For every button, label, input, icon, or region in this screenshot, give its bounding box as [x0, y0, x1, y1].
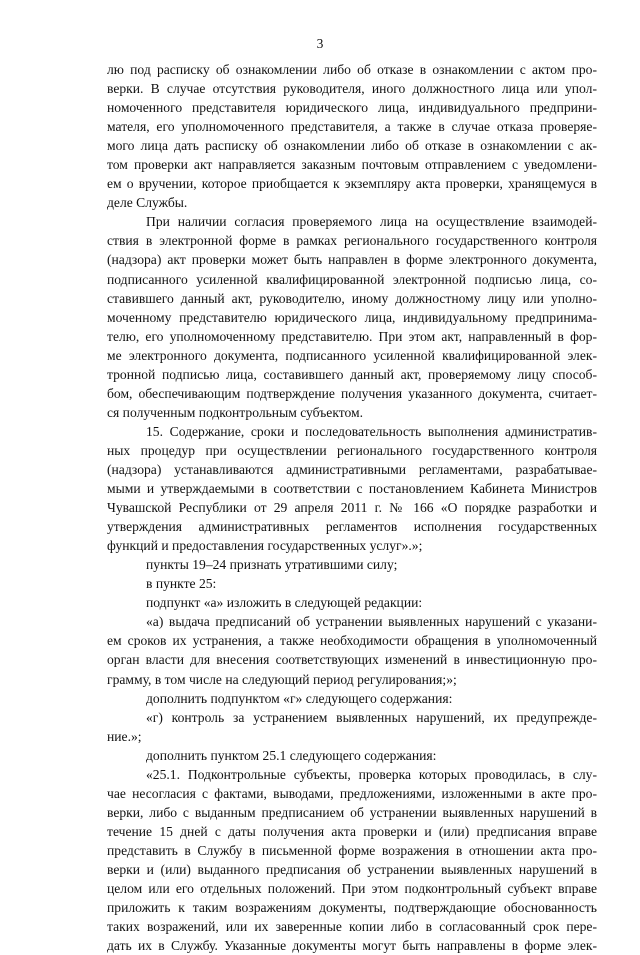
text-line: верки и (или) выданного предписания об устранении выявленных нарушений в — [107, 861, 597, 877]
text-line: деле Службы. — [107, 195, 188, 211]
text-line: мыми и утверждаемыми в соответствии с постановлением Кабинета Министров — [107, 481, 597, 497]
text-line: дать их в Службу. Указанные документы могут быть направлены в форме элек- — [107, 938, 597, 954]
text-line: пункты 19–24 признать утратившими силу; — [146, 557, 398, 573]
text-line: ем о вручении, которое приобщается к экземпляру акта проверки, хранящемуся в — [107, 176, 597, 192]
text-line: грамму, в том числе на следующий период регулирования;»; — [107, 671, 457, 687]
text-line: мого лица дать расписку об ознакомлении либо об отказе в ознакомлении с ак- — [107, 138, 597, 154]
text-line: таких возражений, или их заверенные копии либо в согласованный срок пере- — [107, 919, 597, 935]
text-line: тронной подписью лица, составившего данный акт, проверяемому лицу способ- — [107, 366, 597, 382]
text-line: «г) контроль за устранением выявленных нарушений, их предупрежде- — [146, 709, 597, 725]
page-number: 3 — [316, 36, 324, 51]
text-line: ме электронного документа, подписанного усиленной квалифицированной элек- — [107, 347, 597, 363]
text-line: дополнить подпунктом «г» следующего содержания: — [146, 690, 453, 706]
text-line: (надзора) устанавливаются административными регламентами, разрабатывае- — [107, 461, 597, 477]
text-line: «а) выдача предписаний об устранении выявленных нарушений с указани- — [146, 614, 597, 630]
text-line: в пункте 25: — [146, 576, 217, 592]
text-line: функций и предоставления государственных услуг».»; — [107, 538, 423, 554]
text-line: том проверки акт направляется заказным почтовым отправлением с уведомлени- — [107, 157, 597, 173]
text-line: бом, обеспечивающим подтверждение получения указанного документа, считает- — [107, 385, 597, 401]
text-line: 15. Содержание, сроки и последовательность выполнения административ- — [146, 423, 597, 439]
text-line: дополнить пунктом 25.1 следующего содержания: — [146, 747, 437, 763]
text-line: При наличии согласия проверяемого лица на осуществление взаимодей- — [146, 214, 597, 230]
text-line: «25.1. Подконтрольные субъекты, проверка которых проводилась, в слу- — [146, 766, 597, 782]
text-line: чае несогласия с фактами, выводами, предложениями, изложенными в акте про- — [107, 785, 597, 801]
text-line: телю, его уполномоченному представителю. При этом акт, направленный в фор- — [107, 328, 597, 344]
text-line: подпункт «а» изложить в следующей редакции: — [146, 595, 423, 611]
text-line: ем сроков их устранения, а также необходимости обращения в уполномоченный — [107, 633, 597, 649]
text-line: (надзора) акт проверки может быть направлен в форме электронного документа, — [107, 252, 597, 268]
text-line: верки, либо с выданным предписанием об устранении выявленных нарушений в — [107, 804, 597, 820]
text-line: представить в Службу в письменной форме возражения в отношении акта про- — [107, 842, 597, 858]
text-line: номоченного представителя юридического лица, индивидуального предприни- — [107, 100, 597, 116]
text-line: ние.»; — [107, 728, 142, 744]
text-line: лю под расписку об ознакомлении либо об отказе в ознакомлении с актом про- — [107, 62, 597, 77]
text-line: целом или его отдельных положений. При этом подконтрольный субъект вправе — [107, 881, 597, 897]
text-line: ных процедур при осуществлении регионального государственного контроля — [107, 442, 597, 458]
text-line: приложить к таким возражениям документы, подтверждающие обоснованность — [107, 900, 597, 916]
text-line: мателя, его уполномоченного представителя, а также в случае отказа проверяе- — [107, 119, 597, 135]
text-line: ся полученным подконтрольным субъектом. — [107, 404, 364, 420]
text-line: подписанного усиленной квалифицированной электронной подписью лица, со- — [107, 271, 597, 287]
text-line: орган власти для внесения соответствующих изменений в инвестиционную про- — [107, 652, 597, 668]
text-line: Чувашской Республики от 29 апреля 2011 г. № 166 «О порядке разработки и — [107, 500, 597, 516]
text-line: ствия в электронной форме в рамках регионального государственного контроля — [107, 233, 597, 249]
body-text — [107, 60, 597, 955]
text-line: верки. В случае отсутствия руководителя, иного должностного лица или упол- — [107, 81, 597, 97]
text-line: ставившего данный акт, руководителю, иному должностному лицу или уполно- — [107, 290, 597, 306]
text-line: утверждения административных регламентов исполнения государственных — [107, 519, 597, 535]
text-line: моченному представителю юридического лица, индивидуальному предпринима- — [107, 309, 597, 325]
text-line: течение 15 дней с даты получения акта проверки и (или) предписания вправе — [107, 823, 597, 839]
